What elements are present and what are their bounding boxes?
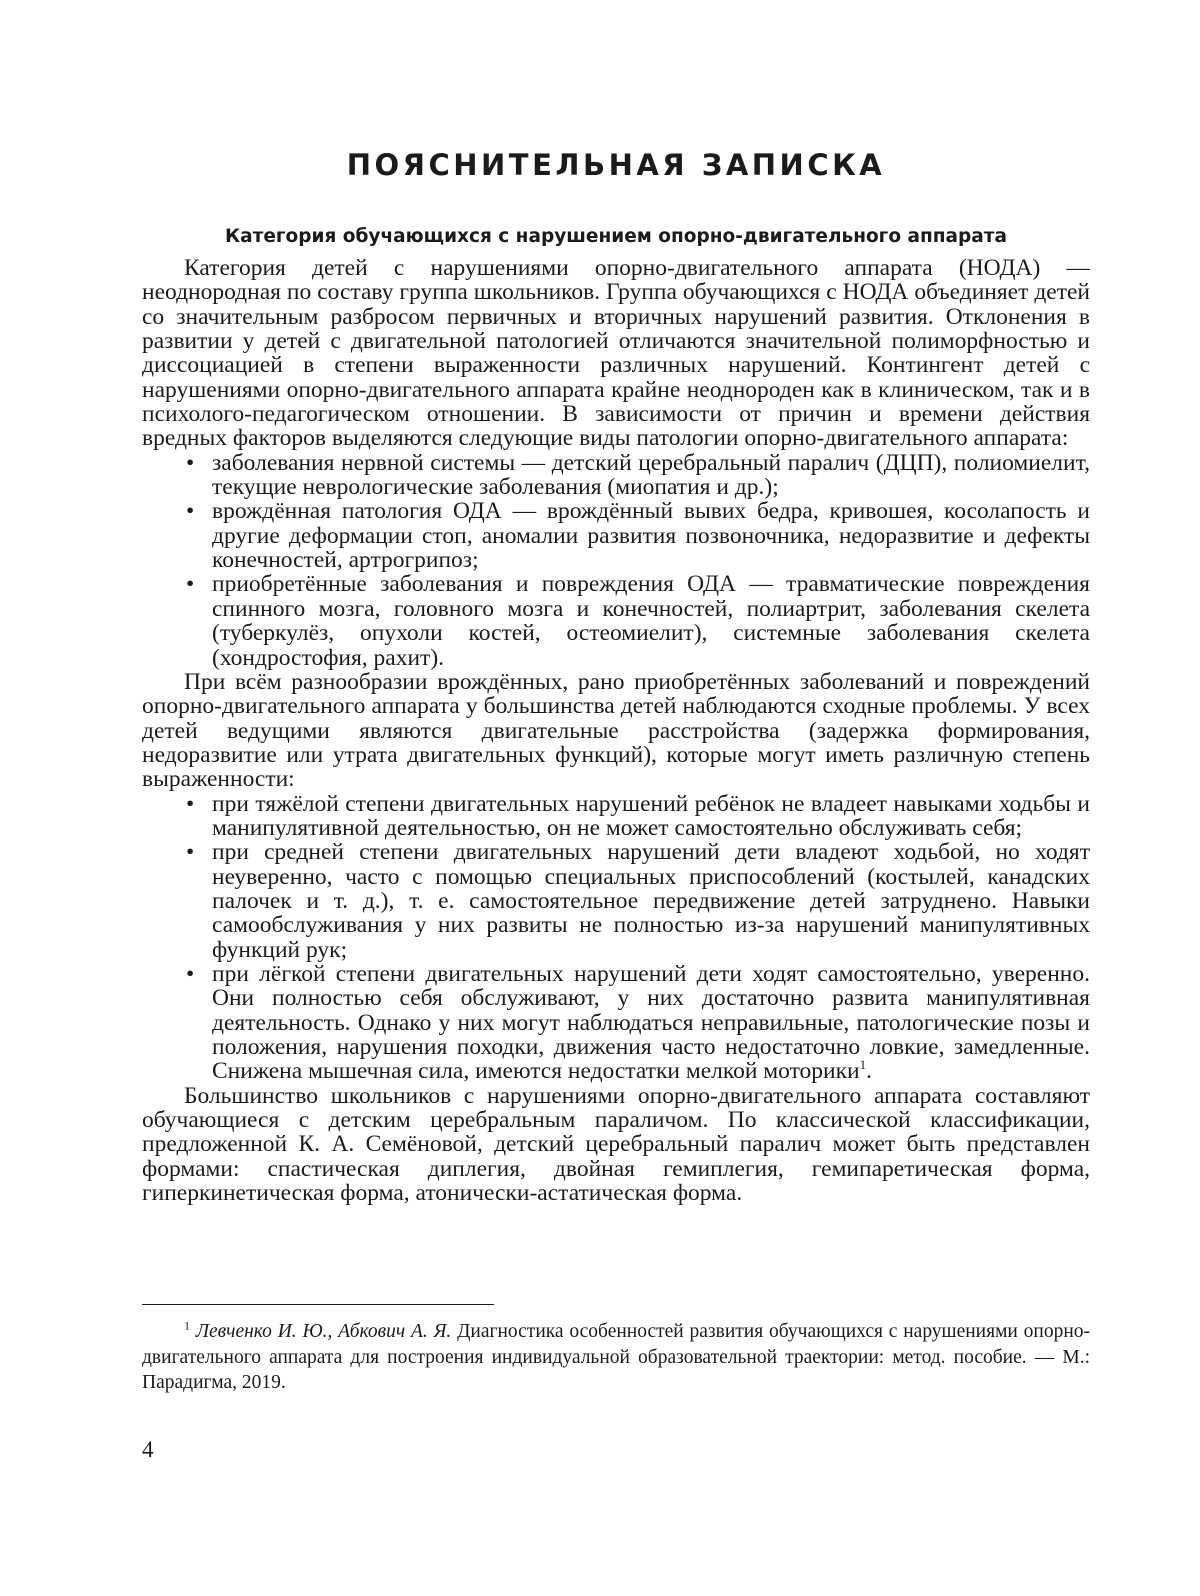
severity-list — [142, 792, 1090, 1084]
footnote — [142, 1319, 1090, 1396]
list-item-text: при тяжёлой степени двигательных нарушений ребёнок не владеет навыками ходьбы и манипулятивной деятельностью, он не может самостоятельно обслуживать себя; — [212, 790, 1090, 841]
body-text — [142, 256, 1090, 1205]
footnote-text: Диагностика особенностей развития обучающихся с нарушениями опорно-двигательного аппарата для построения индивидуальной образовательной траектории: метод. пособие. — М.: Парадигма, 2019. — [142, 1321, 1091, 1393]
list-item — [142, 451, 1090, 500]
footnote-divider — [142, 1304, 494, 1305]
section-heading: Категория обучающихся с нарушением опорно-двигательного аппарата — [225, 226, 1007, 247]
paragraph-problems: При всём разнообразии врождённых, рано приобретённых заболеваний и повреждений опорно-двигательного аппарата у большинства детей наблюдаются сходные проблемы. У всех детей ведущими являются двигательные расстройства (задержка формирования, недоразвитие или утрата двигательных функций), которые могут иметь различную степень выраженности: — [142, 668, 1090, 793]
footnote-reference[interactable]: 1 — [859, 1057, 867, 1073]
list-item — [142, 499, 1090, 572]
list-item-text: заболевания нервной системы — детский церебральный паралич (ДЦП), полиомиелит, текущие неврологические заболевания (миопатия и др.); — [212, 449, 1090, 501]
list-item-text: врождённая патология ОДА — врождённый вывих бедра, кривошея, косолапость и другие деформации стоп, аномалии развития позвоночника, недоразвитие и дефекты конечностей, артрогрипоз; — [212, 498, 1090, 574]
list-item — [142, 572, 1090, 669]
list-item — [142, 792, 1090, 841]
list-item-text: при лёгкой степени двигательных нарушений дети ходят самостоятельно, уверенно. Они полностью себя обслуживают, у них достаточно развита манипулятивная деятельность. Однако у них могут наблюдаться неправильные, патологические позы и положения, нарушения походки, движения часто недостаточно ловкие, замедленные. Снижена мышечная сила, имеются недостатки мелкой моторики — [212, 960, 1090, 1085]
list-item — [142, 840, 1090, 962]
bullet-icon: • — [186, 449, 195, 476]
list-item-text: приобретённые заболевания и повреждения ОДА — травматические повреждения спинного мозга, головного мозга и конечностей, полиартрит, заболевания скелета (туберкулёз, опухоли костей, остеомиелит), системные заболевания скелета (хондростофия, рахит). — [212, 571, 1090, 671]
bullet-icon: • — [186, 790, 195, 817]
bullet-icon: • — [186, 839, 195, 866]
list-item-text: при средней степени двигательных нарушений дети владеют ходьбой, но ходят неуверенно, часто с помощью специальных приспособлений (костылей, канадских палочек и т. д.), т. е. самостоятельное передвижение детей затруднено. Навыки самообслуживания у них развиты не полностью из-за нарушений манипулятивных функций рук; — [212, 839, 1090, 963]
footnote-authors: Левченко И. Ю., Абкович А. Я. — [195, 1321, 452, 1342]
footnote-mark: 1 — [184, 1318, 190, 1333]
paragraph-intro: Категория детей с нарушениями опорно-двигательного аппарата (НОДА) — неоднородная по составу группа школьников. Группа обучающихся с НОДА объединяет детей со значительным разбросом первичных и вторичных нарушений развития. Отклонения в развитии у детей с двигательной патологией отличаются значительной полиморфностью и диссоциацией в степени выраженности различных нарушений. Контингент детей с нарушениями опорно-двигательного аппарата крайне неоднороден как в клиническом, так и в психолого-педагогическом отношении. В зависимости от причин и времени действия вредных факторов выделяются следующие виды патологии опорно-двигательного аппарата: — [142, 255, 1090, 452]
paragraph-classification: Большинство школьников с нарушениями опорно-двигательного аппарата составляют обучающиеся с детским церебральным параличом. По классической классификации, предложенной К. А. Семёновой, детский церебральный паралич может быть представлен формами: спастическая диплегия, двойная гемиплегия, гемипаретическая форма, гиперкинетическая форма, атонически-астатическая форма. — [142, 1082, 1090, 1207]
list-item-end: . — [866, 1058, 872, 1085]
bullet-icon: • — [186, 960, 195, 987]
bullet-icon: • — [186, 498, 195, 525]
pathology-types-list — [142, 451, 1090, 670]
list-item — [142, 962, 1090, 1084]
bullet-icon: • — [186, 571, 195, 598]
page-number: 4 — [142, 1437, 154, 1462]
page-title: ПОЯСНИТЕЛЬНАЯ ЗАПИСКА — [346, 148, 886, 182]
